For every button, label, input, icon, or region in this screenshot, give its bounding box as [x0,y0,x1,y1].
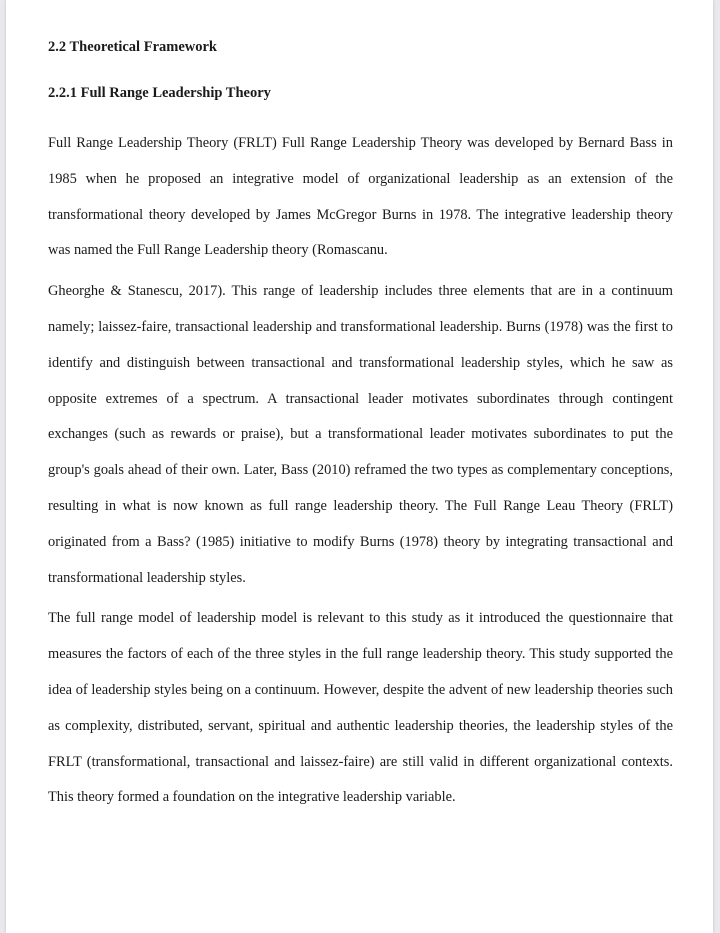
subsection-heading: 2.2.1 Full Range Leadership Theory [48,85,271,101]
paragraph-1: Full Range Leadership Theory (FRLT) Full Range Leadership Theory was developed by Bernard Bass in 1985 when he proposed an integrative model of organizational leadership as an extension of the transformational theory developed by James McGregor Burns in 1978. The integrative leadership theory was named the Full Range Leadership theory (Romascanu. [48,135,673,259]
document-page [6,0,713,933]
page-content [48,36,673,816]
paragraph-3: The full range model of leadership model is relevant to this study as it introduced the questionnaire that measures the factors of each of the three styles in the full range leadership theory. This study supported the idea of leadership styles being on a continuum. However, despite the advent of new leadership theories such as complexity, distributed, servant, spiritual and authentic leadership theories, the leadership styles of the FRLT (transformational, transactional and laissez-faire) are still valid in different organizational contexts. This theory formed a foundation on the integrative leadership variable. [48,610,673,806]
paragraph-2: Gheorghe & Stanescu, 2017). This range of leadership includes three elements that are in a continuum namely; laissez-faire, transactional leadership and transformational leadership. Burns (1978) was the first to identify and distinguish between transactional and transformational leadership styles, which he saw as opposite extremes of a spectrum. A transactional leader motivates subordinates through contingent exchanges (such as rewards or praise), but a transformational leader motivates subordinates to put the group's goals ahead of their own. Later, Bass (2010) reframed the two types as complementary conceptions, resulting in what is now known as full range leadership theory. The Full Range Leau Theory (FRLT) originated from a Bass? (1985) initiative to modify Burns (1978) theory by integrating transactional and transformational leadership styles. [48,283,673,586]
section-heading: 2.2 Theoretical Framework [48,39,217,55]
